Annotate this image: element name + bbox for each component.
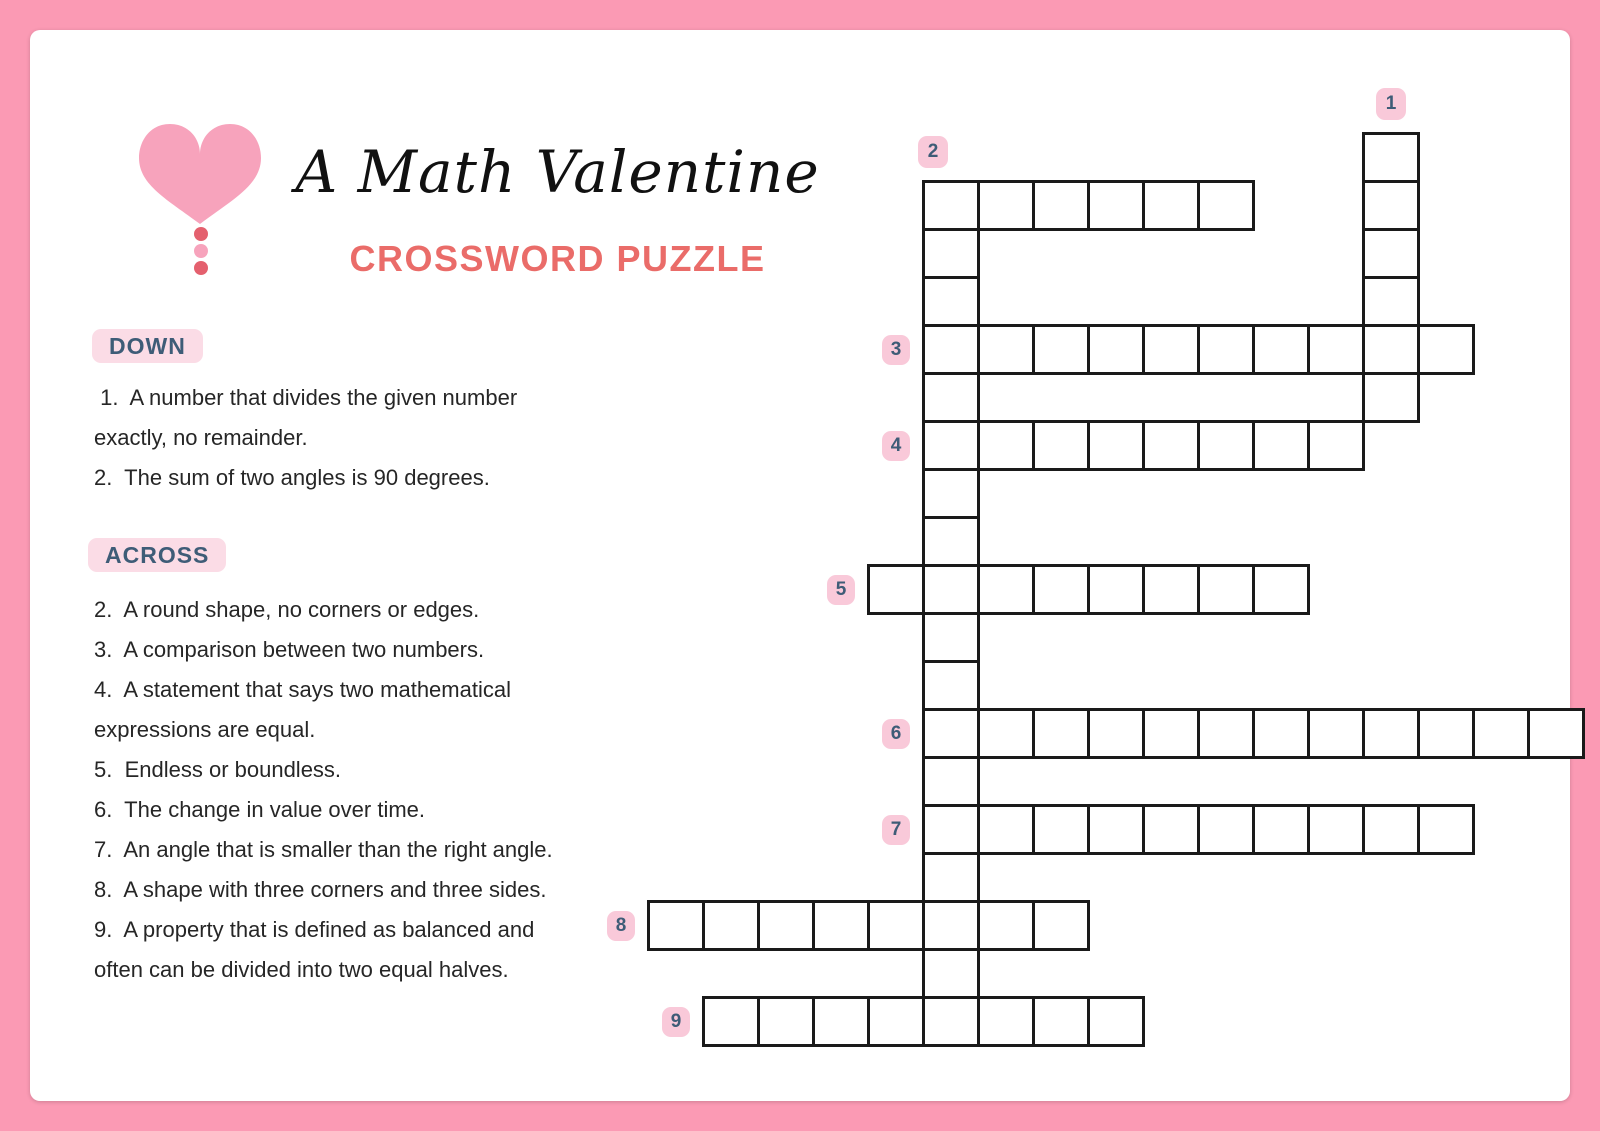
grid-cell[interactable]	[922, 420, 980, 471]
heart-dot-2	[194, 244, 208, 258]
grid-cell[interactable]	[1032, 708, 1090, 759]
grid-cell[interactable]	[922, 372, 980, 423]
grid-cell[interactable]	[1197, 324, 1255, 375]
grid-cell[interactable]	[1252, 420, 1310, 471]
grid-cell[interactable]	[1142, 708, 1200, 759]
grid-cell[interactable]	[1032, 900, 1090, 951]
grid-cell[interactable]	[867, 564, 925, 615]
across-clue-8: 8. A shape with three corners and three sides.	[94, 877, 547, 902]
heart-icon	[130, 110, 270, 280]
clue-number-badge-6: 6	[882, 719, 910, 749]
grid-cell[interactable]	[1252, 708, 1310, 759]
across-clue-3: 3. A comparison between two numbers.	[94, 637, 485, 662]
grid-cell[interactable]	[1252, 324, 1310, 375]
grid-cell[interactable]	[1527, 708, 1585, 759]
across-clue-7: 7. An angle that is smaller than the right angle.	[94, 837, 553, 862]
grid-cell[interactable]	[1087, 996, 1145, 1047]
grid-cell[interactable]	[1252, 804, 1310, 855]
down-clue-1: 1. A number that divides the given number	[94, 385, 518, 410]
grid-cell[interactable]	[1307, 804, 1365, 855]
across-clue-9: often can be divided into two equal halves.	[94, 957, 509, 982]
grid-cell[interactable]	[922, 852, 980, 903]
down-clues-list	[94, 378, 517, 498]
grid-cell[interactable]	[1197, 804, 1255, 855]
grid-cell[interactable]	[1417, 804, 1475, 855]
grid-cell[interactable]	[977, 420, 1035, 471]
grid-cell[interactable]	[977, 900, 1035, 951]
across-clue-9: 9. A property that is defined as balanced and	[94, 917, 535, 942]
grid-cell[interactable]	[922, 996, 980, 1047]
grid-cell[interactable]	[1032, 564, 1090, 615]
grid-cell[interactable]	[1197, 420, 1255, 471]
across-clue-4: expressions are equal.	[94, 717, 316, 742]
across-clue-4: 4. A statement that says two mathematical	[94, 677, 511, 702]
grid-cell[interactable]	[1362, 228, 1420, 279]
clue-number-badge-4: 4	[882, 431, 910, 461]
grid-cell[interactable]	[1197, 564, 1255, 615]
grid-cell[interactable]	[922, 468, 980, 519]
grid-cell[interactable]	[1142, 564, 1200, 615]
clue-number-badge-5: 5	[827, 575, 855, 605]
grid-cell[interactable]	[977, 180, 1035, 231]
clue-number-badge-7: 7	[882, 815, 910, 845]
grid-cell[interactable]	[922, 948, 980, 999]
worksheet-card	[30, 30, 1570, 1101]
grid-cell[interactable]	[1362, 132, 1420, 183]
grid-cell[interactable]	[702, 996, 760, 1047]
grid-cell[interactable]	[922, 900, 980, 951]
across-section-label: ACROSS	[88, 538, 226, 572]
grid-cell[interactable]	[977, 324, 1035, 375]
grid-cell[interactable]	[1087, 180, 1145, 231]
grid-cell[interactable]	[1087, 324, 1145, 375]
grid-cell[interactable]	[922, 180, 980, 231]
grid-cell[interactable]	[1362, 180, 1420, 231]
grid-cell[interactable]	[1307, 708, 1365, 759]
page-subtitle: CROSSWORD PUZZLE	[349, 238, 766, 279]
grid-cell[interactable]	[922, 228, 980, 279]
grid-cell[interactable]	[1087, 804, 1145, 855]
grid-cell[interactable]	[922, 324, 980, 375]
grid-cell[interactable]	[1142, 180, 1200, 231]
grid-cell[interactable]	[922, 660, 980, 711]
down-section-label: DOWN	[92, 329, 203, 363]
grid-cell[interactable]	[922, 516, 980, 567]
grid-cell[interactable]	[1032, 420, 1090, 471]
clue-number-badge-8: 8	[607, 911, 635, 941]
clue-number-badge-3: 3	[882, 335, 910, 365]
grid-cell[interactable]	[812, 996, 870, 1047]
across-clue-5: 5. Endless or boundless.	[94, 757, 342, 782]
grid-cell[interactable]	[1087, 564, 1145, 615]
grid-cell[interactable]	[702, 900, 760, 951]
grid-cell[interactable]	[922, 612, 980, 663]
grid-cell[interactable]	[1142, 420, 1200, 471]
across-clues-list	[94, 590, 553, 990]
grid-cell[interactable]	[977, 996, 1035, 1047]
grid-cell[interactable]	[1362, 708, 1420, 759]
clue-number-badge-9: 9	[662, 1007, 690, 1037]
grid-cell[interactable]	[1142, 804, 1200, 855]
grid-cell[interactable]	[1197, 180, 1255, 231]
grid-cell[interactable]	[922, 756, 980, 807]
grid-cell[interactable]	[1417, 324, 1475, 375]
grid-cell[interactable]	[922, 804, 980, 855]
grid-cell[interactable]	[1307, 324, 1365, 375]
grid-cell[interactable]	[922, 708, 980, 759]
grid-cell[interactable]	[1362, 804, 1420, 855]
grid-cell[interactable]	[647, 900, 705, 951]
grid-cell[interactable]	[757, 996, 815, 1047]
grid-cell[interactable]	[977, 804, 1035, 855]
heart-dot-3	[194, 261, 208, 275]
grid-cell[interactable]	[1087, 420, 1145, 471]
heart-shape	[139, 124, 261, 224]
grid-cell[interactable]	[922, 276, 980, 327]
heart-dot-1	[194, 227, 208, 241]
grid-cell[interactable]	[1032, 324, 1090, 375]
grid-cell[interactable]	[1032, 180, 1090, 231]
grid-cell[interactable]	[867, 900, 925, 951]
down-clue-2: 2. The sum of two angles is 90 degrees.	[94, 465, 490, 490]
grid-cell[interactable]	[1307, 420, 1365, 471]
grid-cell[interactable]	[977, 564, 1035, 615]
page-title: A Math Valentine	[295, 138, 820, 206]
grid-cell[interactable]	[1472, 708, 1530, 759]
grid-cell[interactable]	[1142, 324, 1200, 375]
grid-cell[interactable]	[1197, 708, 1255, 759]
across-clue-6: 6. The change in value over time.	[94, 797, 426, 822]
clue-number-badge-2: 2	[918, 136, 948, 168]
grid-cell[interactable]	[812, 900, 870, 951]
across-clue-2: 2. A round shape, no corners or edges.	[94, 597, 480, 622]
down-clue-1: exactly, no remainder.	[94, 425, 308, 450]
clue-number-badge-1: 1	[1376, 88, 1406, 120]
grid-cell[interactable]	[867, 996, 925, 1047]
grid-cell[interactable]	[757, 900, 815, 951]
grid-cell[interactable]	[1032, 804, 1090, 855]
grid-cell[interactable]	[1362, 324, 1420, 375]
grid-cell[interactable]	[1362, 276, 1420, 327]
grid-cell[interactable]	[1252, 564, 1310, 615]
grid-cell[interactable]	[1362, 372, 1420, 423]
grid-cell[interactable]	[977, 708, 1035, 759]
grid-cell[interactable]	[1087, 708, 1145, 759]
crossword-grid	[615, 93, 1585, 1047]
grid-cell[interactable]	[922, 564, 980, 615]
grid-cell[interactable]	[1417, 708, 1475, 759]
grid-cell[interactable]	[1032, 996, 1090, 1047]
